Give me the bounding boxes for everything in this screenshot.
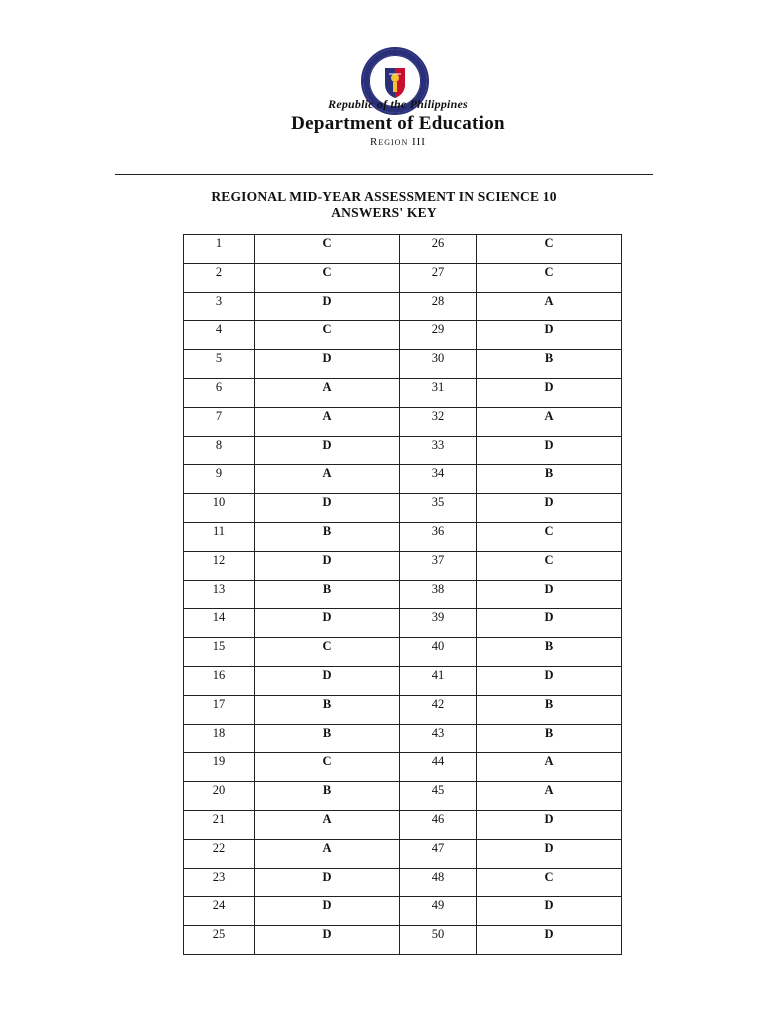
item-number-cell: 31	[400, 378, 477, 407]
item-number-cell: 5	[184, 350, 255, 379]
table-row	[184, 609, 622, 638]
answer-cell: D	[477, 926, 622, 955]
item-number-cell: 6	[184, 378, 255, 407]
item-number-cell: 32	[400, 407, 477, 436]
table-row	[184, 897, 622, 926]
item-number-cell: 22	[184, 839, 255, 868]
answer-cell: C	[255, 263, 400, 292]
answer-cell: A	[255, 378, 400, 407]
item-number-cell: 20	[184, 782, 255, 811]
answer-cell: D	[255, 868, 400, 897]
item-number-cell: 43	[400, 724, 477, 753]
item-number-cell: 35	[400, 494, 477, 523]
item-number-cell: 17	[184, 695, 255, 724]
header-divider	[115, 174, 653, 175]
table-row	[184, 551, 622, 580]
item-number-cell: 15	[184, 638, 255, 667]
table-row	[184, 638, 622, 667]
item-number-cell: 49	[400, 897, 477, 926]
table-row	[184, 292, 622, 321]
item-number-cell: 50	[400, 926, 477, 955]
table-row	[184, 350, 622, 379]
item-number-cell: 27	[400, 263, 477, 292]
item-number-cell: 40	[400, 638, 477, 667]
table-row	[184, 839, 622, 868]
item-number-cell: 18	[184, 724, 255, 753]
table-row	[184, 263, 622, 292]
answer-cell: A	[477, 407, 622, 436]
table-row	[184, 465, 622, 494]
answer-cell: B	[255, 695, 400, 724]
answer-cell: B	[255, 580, 400, 609]
item-number-cell: 38	[400, 580, 477, 609]
answer-cell: A	[477, 782, 622, 811]
item-number-cell: 37	[400, 551, 477, 580]
item-number-cell: 42	[400, 695, 477, 724]
answer-cell: A	[255, 465, 400, 494]
item-number-cell: 34	[400, 465, 477, 494]
item-number-cell: 21	[184, 810, 255, 839]
answer-key-body	[184, 235, 622, 955]
item-number-cell: 46	[400, 810, 477, 839]
item-number-cell: 1	[184, 235, 255, 264]
department-header: Department of Education	[291, 113, 505, 134]
item-number-cell: 3	[184, 292, 255, 321]
item-number-cell: 29	[400, 321, 477, 350]
answer-cell: A	[477, 292, 622, 321]
answer-cell: D	[477, 580, 622, 609]
answer-cell: B	[477, 638, 622, 667]
answer-cell: D	[477, 494, 622, 523]
table-row	[184, 580, 622, 609]
answer-cell: D	[477, 897, 622, 926]
answer-cell: D	[255, 350, 400, 379]
answer-cell: A	[255, 407, 400, 436]
answer-cell: C	[255, 638, 400, 667]
answer-cell: D	[477, 666, 622, 695]
table-row	[184, 494, 622, 523]
region-header: Region III	[370, 136, 426, 148]
item-number-cell: 2	[184, 263, 255, 292]
item-number-cell: 26	[400, 235, 477, 264]
table-row	[184, 724, 622, 753]
answer-cell: D	[477, 436, 622, 465]
item-number-cell: 24	[184, 897, 255, 926]
item-number-cell: 44	[400, 753, 477, 782]
answer-cell: C	[477, 263, 622, 292]
item-number-cell: 25	[184, 926, 255, 955]
answer-cell: B	[255, 782, 400, 811]
table-row	[184, 378, 622, 407]
answer-cell: C	[477, 868, 622, 897]
answer-cell: D	[477, 378, 622, 407]
answer-key-table	[183, 234, 622, 955]
answer-cell: D	[477, 839, 622, 868]
table-row	[184, 666, 622, 695]
item-number-cell: 7	[184, 407, 255, 436]
answer-cell: C	[477, 235, 622, 264]
table-row	[184, 235, 622, 264]
table-row	[184, 436, 622, 465]
table-row	[184, 522, 622, 551]
answer-cell: D	[255, 494, 400, 523]
item-number-cell: 19	[184, 753, 255, 782]
answer-cell: B	[255, 522, 400, 551]
item-number-cell: 8	[184, 436, 255, 465]
answer-cell: A	[477, 753, 622, 782]
table-row	[184, 926, 622, 955]
item-number-cell: 4	[184, 321, 255, 350]
item-number-cell: 30	[400, 350, 477, 379]
item-number-cell: 36	[400, 522, 477, 551]
item-number-cell: 12	[184, 551, 255, 580]
item-number-cell: 14	[184, 609, 255, 638]
table-row	[184, 868, 622, 897]
republic-header: Republic of the Philippines	[328, 97, 468, 111]
item-number-cell: 11	[184, 522, 255, 551]
item-number-cell: 28	[400, 292, 477, 321]
item-number-cell: 16	[184, 666, 255, 695]
answer-cell: C	[255, 753, 400, 782]
item-number-cell: 45	[400, 782, 477, 811]
answer-cell: D	[255, 666, 400, 695]
table-row	[184, 782, 622, 811]
answer-cell: D	[255, 926, 400, 955]
document-subtitle: ANSWERS' KEY	[331, 205, 437, 220]
answer-cell: A	[255, 839, 400, 868]
answer-cell: B	[477, 350, 622, 379]
item-number-cell: 10	[184, 494, 255, 523]
answer-cell: A	[255, 810, 400, 839]
item-number-cell: 48	[400, 868, 477, 897]
item-number-cell: 41	[400, 666, 477, 695]
answer-cell: D	[477, 609, 622, 638]
answer-cell: C	[477, 522, 622, 551]
item-number-cell: 33	[400, 436, 477, 465]
answer-cell: B	[477, 695, 622, 724]
table-row	[184, 407, 622, 436]
item-number-cell: 9	[184, 465, 255, 494]
answer-cell: C	[477, 551, 622, 580]
table-row	[184, 810, 622, 839]
answer-cell: C	[255, 321, 400, 350]
answer-cell: D	[255, 292, 400, 321]
answer-cell: B	[255, 724, 400, 753]
table-row	[184, 695, 622, 724]
table-row	[184, 321, 622, 350]
answer-cell: D	[255, 436, 400, 465]
item-number-cell: 47	[400, 839, 477, 868]
answer-cell: D	[255, 897, 400, 926]
answer-cell: D	[255, 551, 400, 580]
table-row	[184, 753, 622, 782]
answer-cell: D	[255, 609, 400, 638]
answer-cell: D	[477, 321, 622, 350]
answer-cell: B	[477, 465, 622, 494]
answer-cell: B	[477, 724, 622, 753]
answer-cell: C	[255, 235, 400, 264]
item-number-cell: 13	[184, 580, 255, 609]
document-title: REGIONAL MID-YEAR ASSESSMENT IN SCIENCE 10	[211, 189, 557, 204]
item-number-cell: 23	[184, 868, 255, 897]
answer-cell: D	[477, 810, 622, 839]
item-number-cell: 39	[400, 609, 477, 638]
